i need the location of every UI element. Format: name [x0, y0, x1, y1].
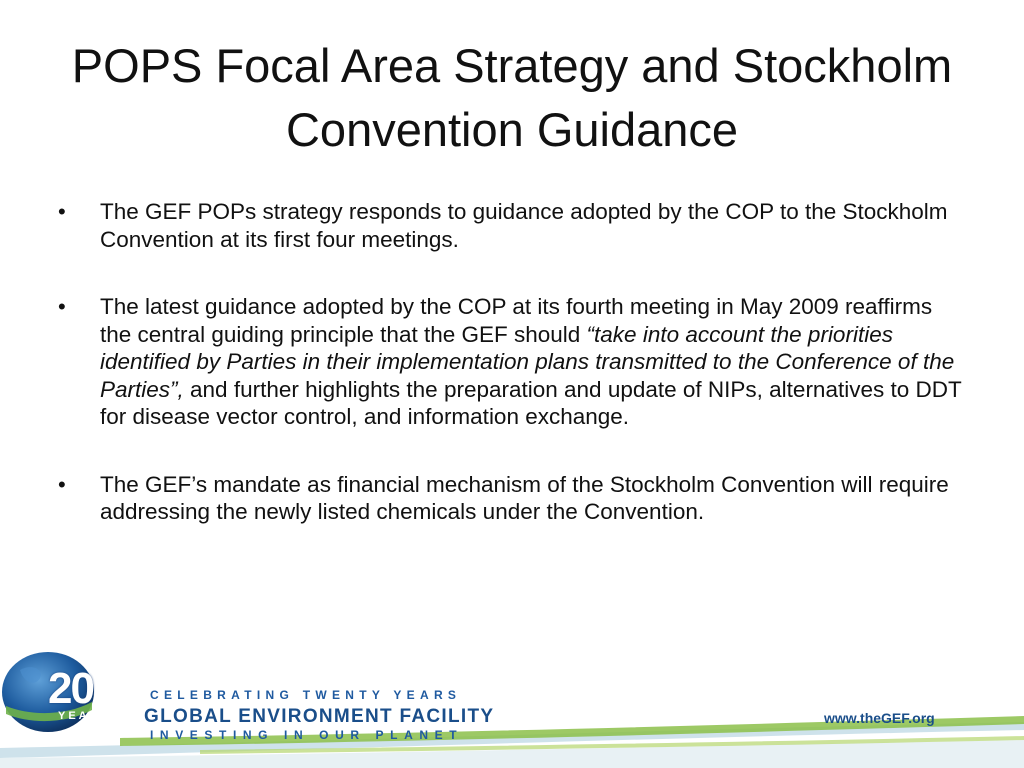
bullet-marker: •	[58, 294, 66, 319]
bullet-text: The GEF’s mandate as financial mechanism of the Stockholm Convention will require addressing the newly listed chemicals under the Convention.	[100, 471, 949, 524]
celebrating-tagline: CELEBRATING TWENTY YEARS	[150, 688, 462, 702]
bullet-text: The GEF POPs strategy responds to guidance adopted by the COP to the Stockholm Convention at its first four meetings.	[100, 199, 948, 252]
organization-tagline: INVESTING IN OUR PLANET	[150, 728, 464, 742]
website-link[interactable]: www.theGEF.org	[824, 710, 935, 726]
bullet-marker: •	[58, 471, 66, 497]
slide-title: POPS Focal Area Strategy and Stockholm Convention Guidance	[71, 39, 953, 156]
bullet-marker: •	[58, 199, 66, 224]
bullet-list	[58, 198, 968, 566]
bullet-item	[58, 293, 968, 431]
bullet-text-continued: and further highlights the preparation and update of NIPs, alternatives to DDT for disease vector control, and information exchange.	[100, 376, 962, 429]
organization-name: GLOBAL ENVIRONMENT FACILITY	[144, 706, 495, 727]
logo-number: 20	[48, 664, 93, 713]
bullet-item	[58, 471, 968, 526]
footer-band	[0, 650, 1024, 768]
bullet-text: The latest guidance adopted by the COP at its fourth meeting in May 2009 reaffirms the central guiding principle that the GEF should	[100, 294, 933, 347]
bullet-quote: “take into account the priorities identified by Parties in their implementation plans transmitted to the Conference of the Parties”,	[100, 321, 955, 402]
bullet-item	[58, 198, 968, 253]
logo-years: YEARS	[58, 710, 111, 722]
